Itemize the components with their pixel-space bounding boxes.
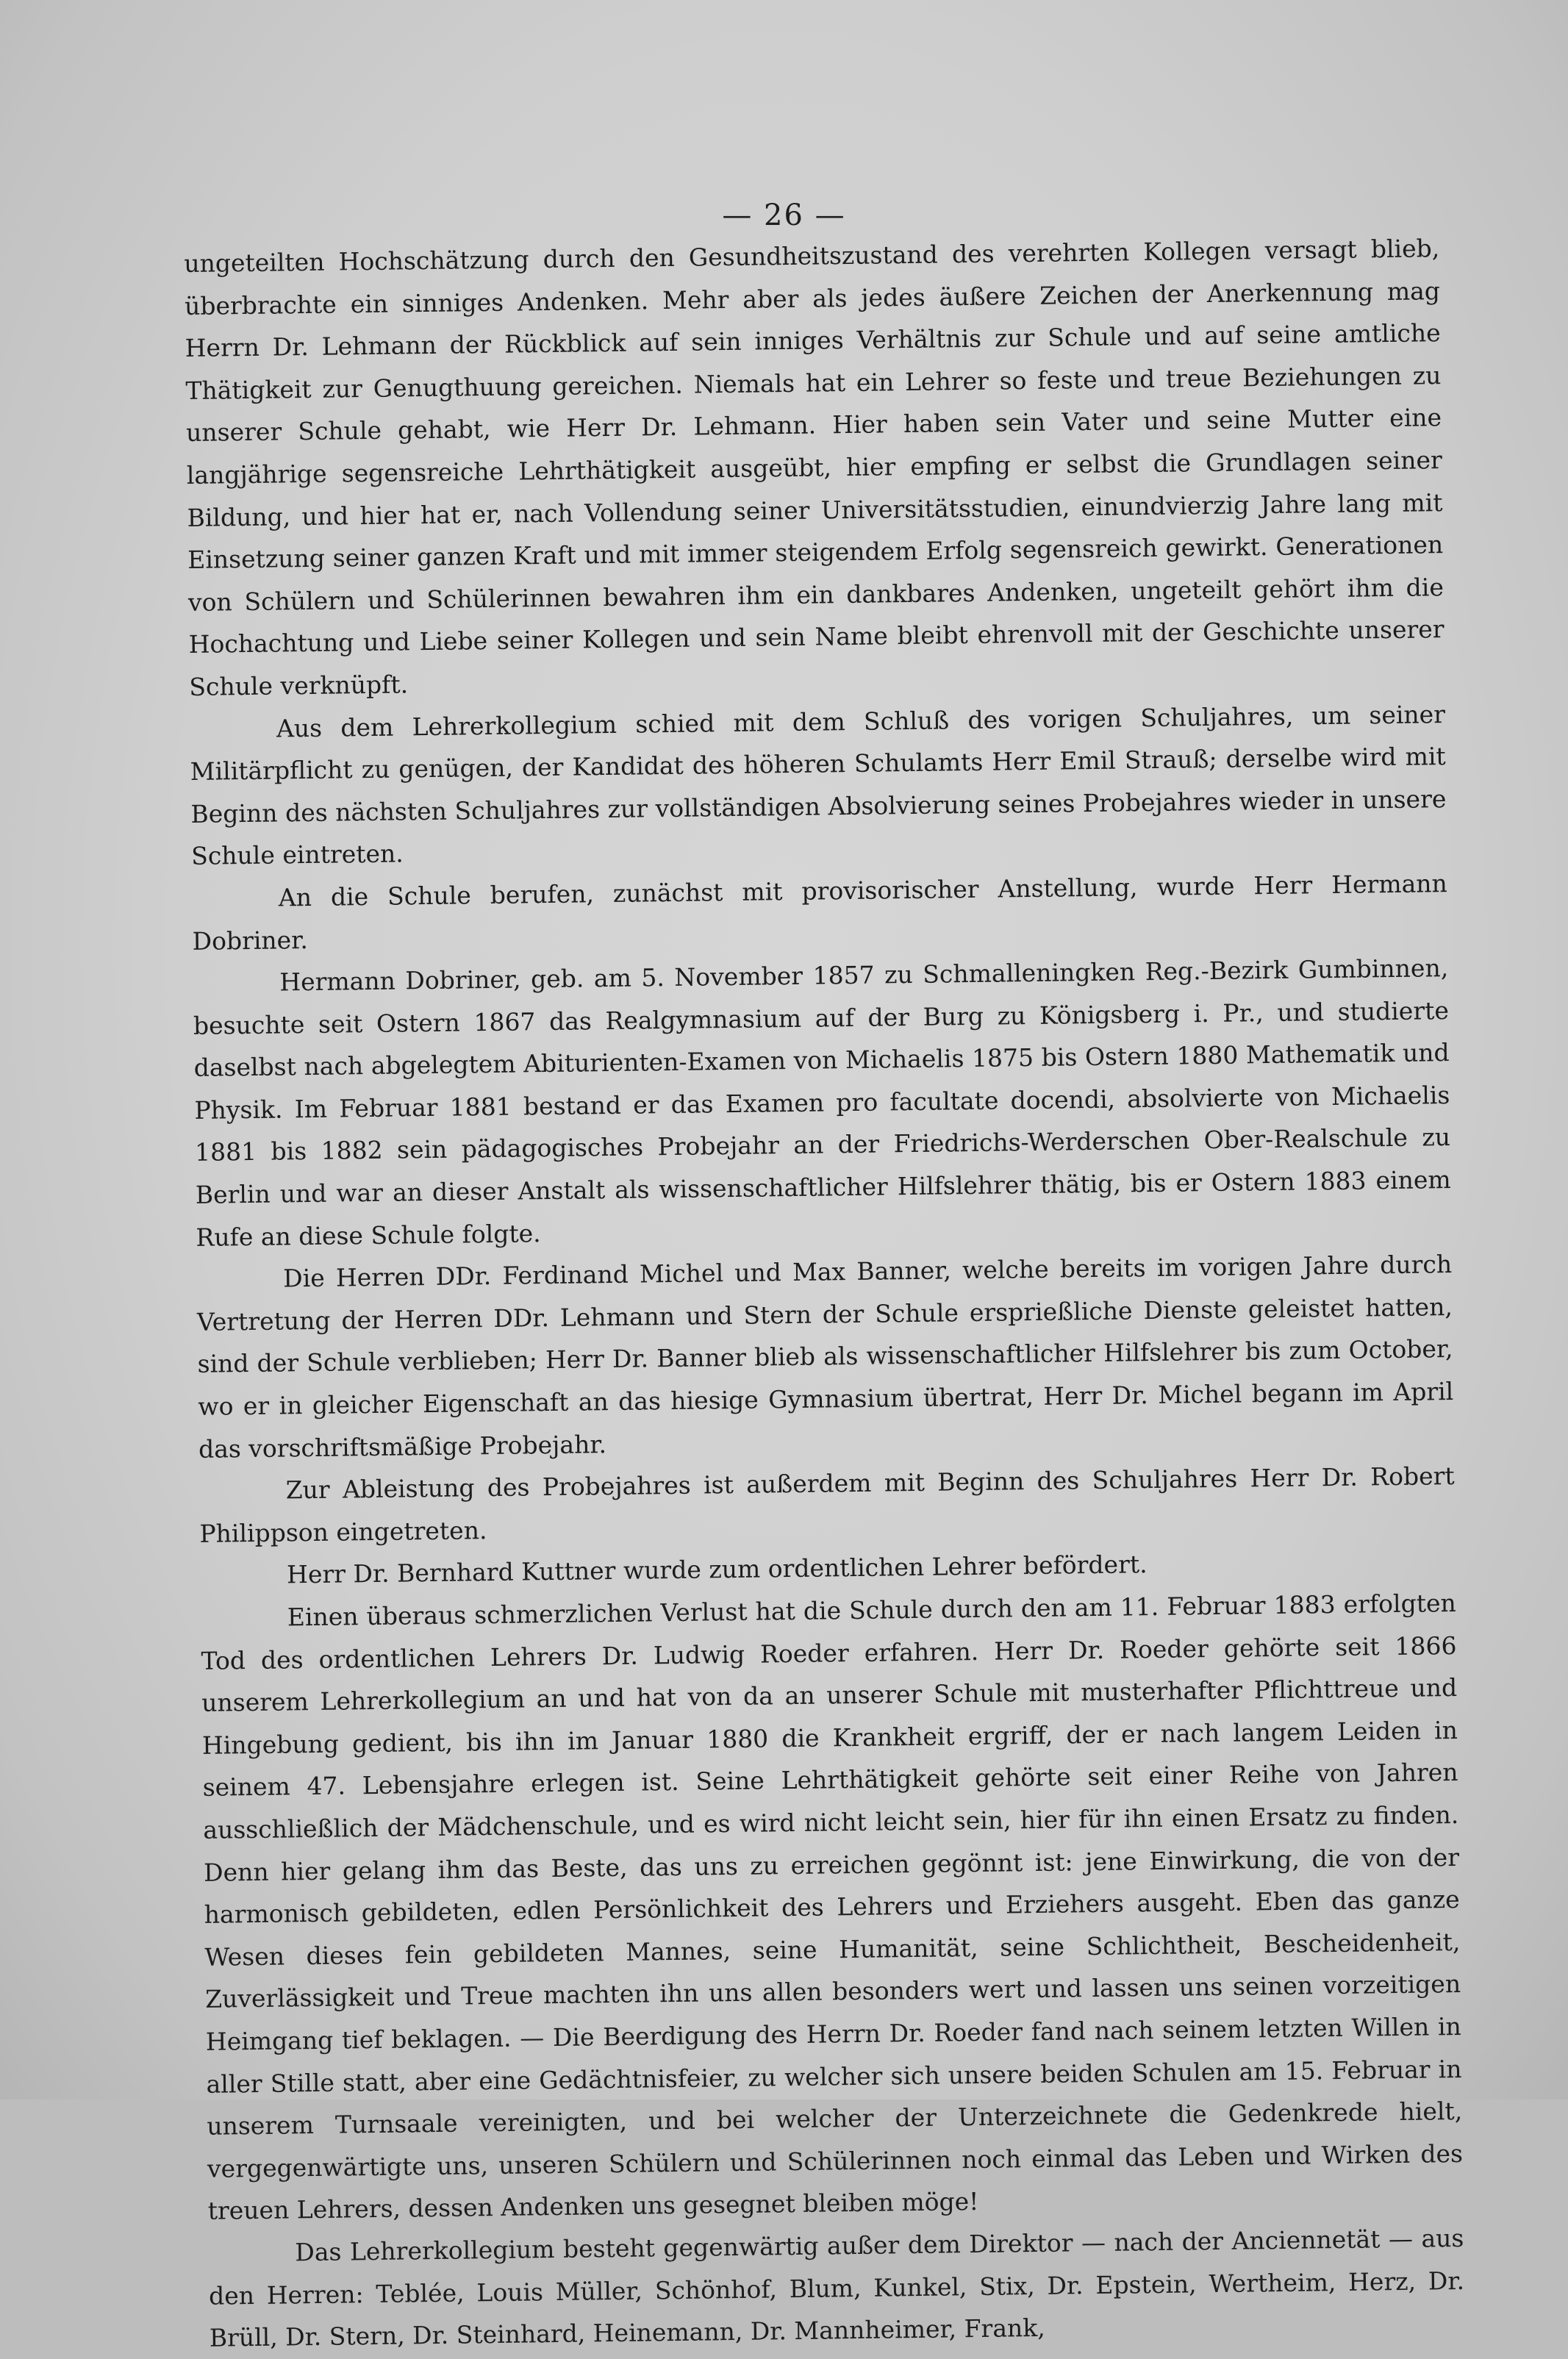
body-text [184, 227, 1465, 2359]
paragraph-roeder-obituary: Einen überaus schmerzlichen Verlust hat die Schule durch den am 11. Februar 1883 erfolgten Tod des ordentlichen Lehrers Dr. Ludwig Roeder erfahren. Herr Dr. Roeder gehörte seit 1866 unserem Lehrerkollegium an und hat von da an unserer Schule mit musterhafter Pflichttreue und Hingebung gedient, bis ihn im Januar 1880 die Krankheit ergriff, der er nach langem Leiden in seinem 47. Lebensjahre erlegen ist. Seine Lehrthätigkeit gehörte seit einer Reihe von Jahren ausschließlich der Mädchenschule, und es wird nicht leicht sein, hier für ihn einen Ersatz zu finden. Denn hier gelang ihm das Beste, das uns zu erreichen gegönnt ist: jene Einwirkung, die von der harmonisch gebildeten, edlen Persönlichkeit des Lehrers und Erziehers ausgeht. Eben das ganze Wesen dieses fein gebildeten Mannes, seine Humanität, seine Schlichtheit, Bescheidenheit, Zuverlässigkeit und Treue machten ihn uns allen besonders wert und lassen uns seinen vorzeitigen Heimgang tief beklagen. — Die Beerdigung des Herrn Dr. Roeder fand nach seinem letzten Willen in aller Stille statt, aber eine Gedächtnisfeier, zu welcher sich unsere beiden Schulen am 15. Februar in unserem Turnsaale vereinigten, und bei welcher der Unterzeichnete die Gedenkrede hielt, vergegenwärtigte uns, unseren Schülern und Schülerinnen noch einmal das Leben und Wirken des treuen Lehrers, dessen Andenken uns gesegnet bleiben möge! [201, 1588, 1464, 2226]
paragraph-dobriner-biography: Hermann Dobriner, geb. am 5. November 1857 zu Schmalleningken Reg.-Bezirk Gumbinnen, besuchte seit Ostern 1867 das Realgymnasium auf der Burg zu Königsberg i. Pr., und studierte daselbst nach abgelegtem Abiturienten-Examen von Michaelis 1875 bis Ostern 1880 Mathematik und Physik. Im Februar 1881 bestand er das Examen pro facultate docendi, absolvierte von Michaelis 1881 bis 1882 sein pädagogisches Probejahr an der Friedrichs-Werderschen Ober-Realschule zu Berlin und war an dieser Anstalt als wissenschaftlicher Hilfslehrer thätig, bis er Ostern 1883 einem Rufe an diese Schule folgte. [193, 953, 1451, 1252]
paragraph-strauss-departure: Aus dem Lehrerkollegium schied mit dem Schluß des vorigen Schuljahres, um seiner Militärpflicht zu genügen, der Kandidat des höheren Schulamts Herr Emil Strauß; derselbe wird mit Beginn des nächsten Schuljahres zur vollständigen Absolvierung seines Probejahres wieder in unsere Schule eintreten. [190, 699, 1447, 871]
page-number: — 26 — [722, 198, 846, 232]
paragraph-dobriner-appointment: An die Schule berufen, zunächst mit provisorischer Anstellung, wurde Herr Hermann Dobriner. [192, 868, 1448, 956]
paragraph-kuttner: Herr Dr. Bernhard Kuttner wurde zum ordentlichen Lehrer befördert. [286, 1550, 1148, 1589]
paragraph-faculty-list: Das Lehrerkollegium besteht gegenwärtig außer dem Direktor — nach der Anciennetät — aus den Herren: Teblée, Louis Müller, Schönhof, Blum, Kunkel, Stix, Dr. Epstein, Wertheim, Herz, Dr. Brüll, Dr. Stern, Dr. Steinhard, Heinemann, Dr. Mannheimer, Frank, [208, 2223, 1465, 2352]
paragraph-lehmann-tribute: ungeteilten Hochschätzung durch den Gesundheitszustand des verehrten Kollegen versagt blieb, überbrachte ein sinniges Andenken. Mehr aber als jedes äußere Zeichen der Anerkennung mag Herrn Dr. Lehmann der Rückblick auf sein inniges Verhältnis zur Schule und auf seine amtliche Thätigkeit zur Genugthuung gereichen. Niemals hat ein Lehrer so feste und treue Beziehungen zu unserer Schule gehabt, wie Herr Dr. Lehmann. Hier haben sein Vater und seine Mutter eine langjährige segensreiche Lehrthätigkeit ausgeübt, hier empfing er selbst die Grundlagen seiner Bildung, und hier hat er, nach Vollendung seiner Universitätsstudien, einundvierzig Jahre lang mit Einsetzung seiner ganzen Kraft und mit immer steigendem Erfolg segensreich gewirkt. Generationen von Schülern und Schülerinnen bewahren ihm ein dankbares Andenken, ungeteilt gehört ihm die Hochachtung und Liebe seiner Kollegen und sein Name bleibt ehrenvoll mit der Geschichte unserer Schule verknüpft. [184, 234, 1445, 701]
paragraph-michel-banner: Die Herren DDr. Ferdinand Michel und Max Banner, welche bereits im vorigen Jahre durch Vertretung der Herren DDr. Lehmann und Stern der Schule ersprießliche Dienste geleistet hatten, sind der Schule verblieben; Herr Dr. Banner blieb als wissenschaftlicher Hilfslehrer bis zum October, wo er in gleicher Eigenschaft an das hiesige Gymnasium übertrat, Herr Dr. Michel begann im April das vorschriftsmäßige Probejahr. [196, 1250, 1454, 1464]
paragraph-philippson: Zur Ableistung des Probejahres ist außerdem mit Beginn des Schuljahres Herr Dr. Robert Philippson eingetreten. [199, 1461, 1455, 1548]
